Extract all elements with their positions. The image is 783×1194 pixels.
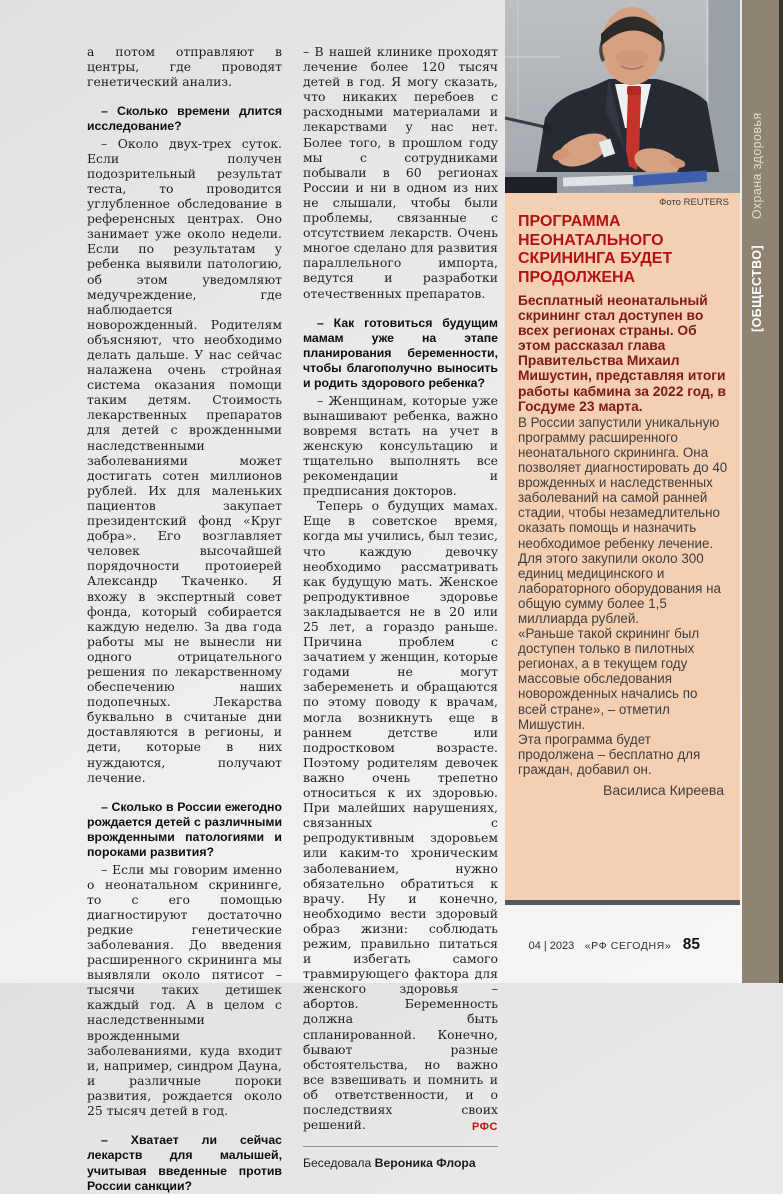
infobox [505, 193, 740, 905]
photo-credit: Фото REUTERS [659, 197, 729, 208]
rubric-name: Охрана здоровья [750, 112, 764, 220]
article-column-1 [87, 44, 282, 1194]
infobox-paragraph: Для этого закупили около 300 единиц медицинского и лабораторного оборудования на общую сумму более 1,5 миллиарда рублей. [518, 550, 721, 626]
interview-question: – Как готовиться будущим мамам уже на этапе планирования беременности, чтобы благополучно выносить и родить здорового ребенка? [303, 315, 498, 391]
article-column-2 [303, 44, 498, 1170]
interview-answer: – В нашей клинике проходят лечение более 120 тысяч детей в год. Я могу сказать, что никаких перебоев с расходными материалами и лекарствами у нас нет. Более того, в прошлом году мы с сотрудниками побывали в 60 регионах России и ни в одном из них не слышали, чтобы были проблемы, связанные с отсутствием лекарств. Очень многое сделано для развития параллельного импорта, ведутся и разработки отечественных препаратов. [303, 44, 498, 301]
answer-text: Теперь о будущих мамах. Еще в советское время, когда мы учились, был тезис, что каждую девочку необходимо рассматривать как будущую мать. Женское репродуктивное здоровье закладывается не в 20 или 25 лет, а гораздо раньше. Причина проблем с зачатием у женщин, которые годами не могут забеременеть и обращаются по этому поводу к врачам, могла возникнуть еще в раннем детстве или подростковом возрасте. Поэтому родителям девочек важно очень трепетно относиться к их здоровью. При малейших нарушениях, связанных с репродуктивным здоровьем или каким-то хроническим заболеванием, нужно обязательно обратиться к врачу. Ну и конечно, необходимо вести здоровый образ жизни: соблюдать режим, правильно питаться и избегать самого травмирующего фактора для женского здоровья – абортов. Беременность должна быть спланированной. Конечно, бывают разные обстоятельства, но важно все взвешивать и помнить и об ответственности, и о последствиях своих решений. [303, 498, 498, 1133]
interview-answer [303, 498, 498, 1132]
section-name: [ОБЩЕСТВО] [750, 245, 764, 332]
sidebar [505, 0, 740, 905]
interview-paragraph: а потом отправляют в центры, где проводят генетический анализ. [87, 44, 282, 90]
section-strip [742, 0, 783, 983]
interview-question: – Хватает ли сейчас лекарств для малышей, учитывая введенные против России санкции? [87, 1133, 282, 1193]
byline-divider [303, 1146, 498, 1147]
infobox-title: ПРОГРАММА НЕОНАТАЛЬНОГО СКРИНИНГА БУДЕТ ПРОДОЛЖЕНА [518, 213, 673, 286]
footer-magazine-name: «РФ СЕГОДНЯ» [584, 940, 672, 952]
interview-question: – Сколько в России ежегодно рождается детей с различными врожденными патологиями и пороками развития? [87, 799, 282, 860]
page-footer [400, 936, 700, 954]
footer-page-number: 85 [682, 936, 700, 953]
byline-prefix: Беседовала [303, 1156, 372, 1171]
byline-name: Вероника Флора [374, 1156, 476, 1171]
photo-illustration [505, 0, 740, 193]
infobox-paragraph: Эта программа будет продолжена – бесплатно для граждан, добавил он. [518, 731, 701, 777]
infobox-lead: Бесплатный неонатальный скрининг стал доступен во всех регионах страны. Об этом рассказал глава Правительства Михаил Мишустин, представляя итоги работы кабмина за 2022 год, в Госдуме 23 марта. [518, 293, 726, 414]
infobox-paragraph: В России запустили уникальную программу расширенного неонатального скрининга. Она позволяет диагностировать до 40 врожденных и наследственных заболеваний на самой ранней стадии, чтобы незамедлительно оказать помощь и назначить необходимое ребенку лечение. [518, 414, 728, 551]
footer-issue: 04 | 2023 [528, 940, 575, 952]
infobox-author: Василиса Киреева [602, 782, 724, 798]
byline [303, 1156, 498, 1170]
interview-answer: – Женщинам, которые уже вынашивают ребенка, важно вовремя встать на учет в женскую консультацию и тщательно выполнять все рекомендации и предписания докторов. [303, 392, 498, 499]
interview-answer: – Если мы говорим именно о неонатальном скрининге, то с его помощью диагностируют достаточно редкие генетические заболевания. До введения расширенного скрининга мы выявляли около пятисот – тысячи таких детишек каждый год. А в целом с наследственными врожденными заболеваниями, куда входит и, например, синдром Дауна, и различные пороки развития, рождается около 25 тысяч детей в год. [87, 861, 282, 1119]
interview-question: – Сколько времени длится исследование? [87, 104, 282, 134]
mishustin-photo [505, 0, 740, 193]
strip-edge-line [779, 0, 783, 983]
magazine-endmark: РФС [471, 1121, 498, 1134]
interview-answer: – Около двух-трех суток. Если получен подозрительный результат теста, то проводится углубленное обследование в референсных центрах. Оно занимает уже около недели. Если по результатам у ребенка выявили патологию, об этом уведомляют медучреждение, где наблюдается новорожденный. Родителям объясняют, что необходимо делать дальше. У нас сейчас налажена очень стройная система оказания помощи таким детям. Стоимость лекарственных препаратов для детей с врожденными наследственными заболеваниями может достигать сотен миллионов рублей. Их для маленьких пациентов закупает президентский фонд «Круг добра». Его возглавляет человек высочайшей порядочности протоиерей Александр Ткаченко. Я вхожу в экспертный совет фонда, который собирается каждую неделю. За два года работы мы не вынесли ни одного отрицательного решения по лекарственному обеспечению наших подопечных. Лекарства буквально в считаные дни доставляются в регионы, и дети, которые в них нуждаются, получают лечение. [87, 135, 282, 785]
infobox-paragraph: «Раньше такой скрининг был доступен только в пилотных регионах, а в текущем году массовые обследования новорожденных начались по всей стране», – отметил Мишустин. [518, 626, 700, 732]
strip-label [750, 113, 764, 333]
